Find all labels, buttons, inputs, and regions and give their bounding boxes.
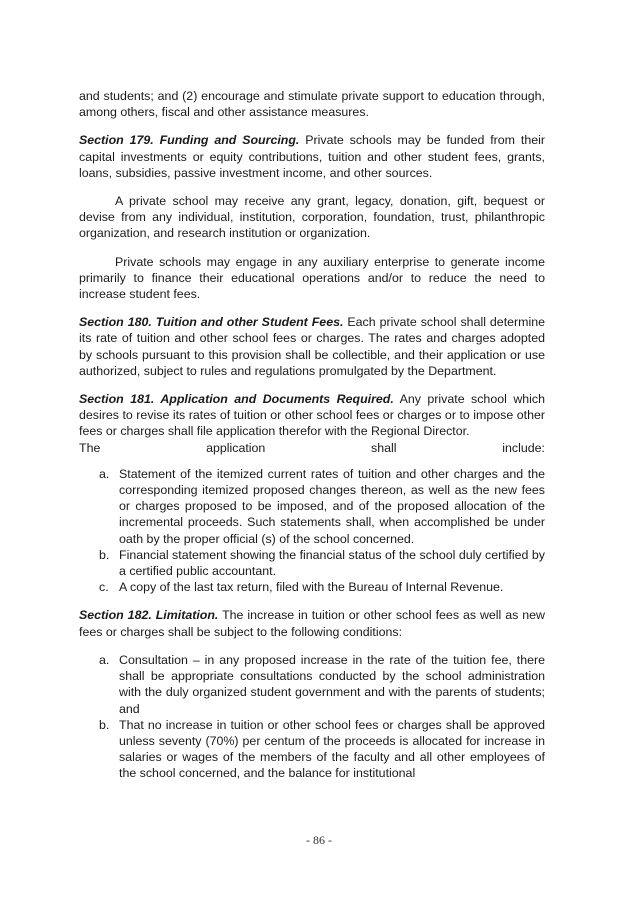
page-number: - 86 - [306,833,332,847]
word: application [206,440,266,455]
list-item [79,466,545,547]
section-182-list [79,652,545,782]
section-182-heading: Section 182. Limitation. [79,608,219,623]
word: The [79,440,101,455]
list-item [79,717,545,782]
list-marker: c. [99,580,109,595]
list-item-text: Statement of the itemized current rates of tuition and other charges and the corresponding itemized proposed changes thereon, as well as the new fees or charges proposed to be imposed, and of the proposed allocation of the incremental proceeds. Such statements shall, when accomplished be under oath by the proper official (s) of the school concerned. [119,466,545,546]
list-item-text: Consultation – in any proposed increase in the rate of the tuition fee, there shall be appropriate consultations conducted by the school administration with the duly organized student government and with the parents of students; and [119,652,545,716]
section-179-paragraph-2: A private school may receive any grant, legacy, donation, gift, bequest or devise from any individual, institution, corporation, foundation, trust, philanthropic organization, and research institution or organization. [79,194,545,241]
list-item [79,579,545,595]
section-179-text: Private schools may be funded from their capital investments or equity contributions, tuition and other student fees, grants, loans, subsidies, passive investment income, and other sources. [79,133,545,180]
section-180-text: Each private school shall determine its rate of tuition and other school fees or charges. The rates and charges adopted by schools pursuant to this provision shall be collectible, and their application or use authorized, subject to rules and regulations promulgated by the Department. [79,315,546,378]
section-182 [79,607,545,639]
list-marker: b. [99,547,110,562]
list-marker: b. [99,717,110,732]
list-marker: a. [99,466,110,481]
word: shall [371,440,397,455]
section-180-heading: Section 180. Tuition and other Student Fees. [79,315,344,330]
list-item [79,652,545,717]
section-179-heading: Section 179. Funding and Sourcing. [79,133,300,148]
section-181 [79,391,545,456]
section-182-text: The increase in tuition or other school fees as well as new fees or charges shall be subject to the following conditions: [79,608,545,639]
list-marker: a. [99,652,110,667]
section-179 [79,132,545,181]
word: include: [502,440,545,455]
list-item-text: Financial statement showing the financial status of the school duly certified by a certified public accountant. [119,547,545,579]
section-181-heading: Section 181. Application and Documents Required. [79,392,394,407]
section-179-paragraph-3: Private schools may engage in any auxiliary enterprise to generate income primarily to finance their educational operations and/or to reduce the need to increase student fees. [79,254,545,302]
section-181-last-line [79,440,545,456]
list-item-text: That no increase in tuition or other school fees or charges shall be approved unless seventy (70%) per centum of the proceeds is allocated for increase in salaries or wages of the members of the faculty and all other employees of the school concerned, and the balance for institutional [119,717,545,781]
section-181-list [79,466,545,596]
intro-paragraph: and students; and (2) encourage and stimulate private support to education through, among others, fiscal and other assistance measures. [79,89,545,120]
section-181-text: Any private school which desires to revise its rates of tuition or other school fees or charges or to impose other fees or charges shall file application therefor with the Regional Director. [79,392,545,439]
list-item [79,547,545,579]
section-180 [79,314,545,379]
document-body [79,88,545,794]
list-item-text: A copy of the last tax return, filed with the Bureau of Internal Revenue. [119,580,504,595]
